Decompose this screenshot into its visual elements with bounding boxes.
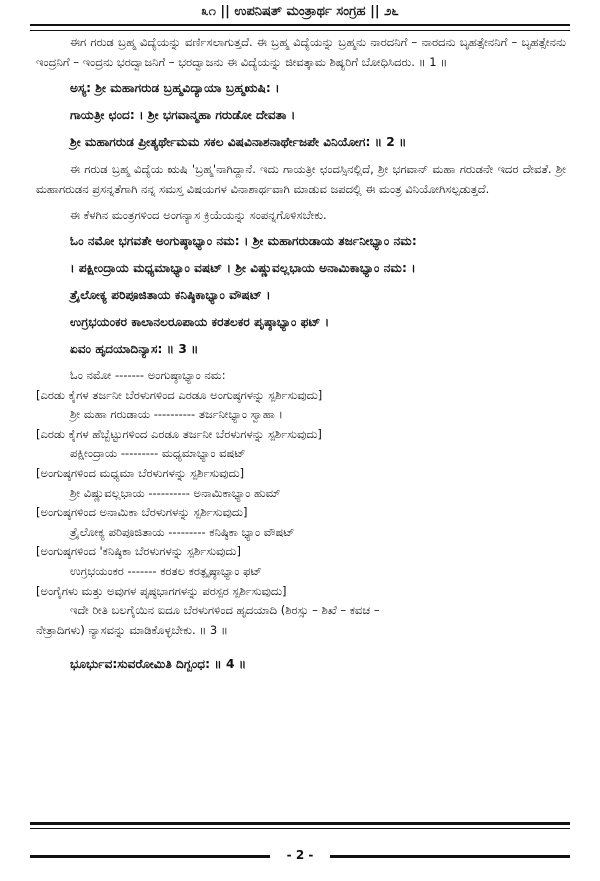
header-left-mark: ೩೧ [201,4,216,19]
footer-rule-thin [30,828,570,829]
nyasa-conclusion: ಇದೇ ರೀತಿ ಬಲಗೈಯಿನ ಐದೂ ಬೆರಳುಗಳಿಂದ ಹೃದಯಾದಿ (ಶಿರಸ್ಸು – ಶಿಖೆ – ಕವಚ – [70,603,380,618]
header-rule [30,24,570,31]
nyasa-mantra-line: ಏವಂ ಹೃದಯಾದಿನ್ಯಾಸ: ॥ 3 ॥ [70,342,199,356]
footer-rule-thick [30,822,570,825]
nyasa-step: ಓಂ ನಮೋ ------- ಅಂಗುಷ್ಠಾಭ್ಯಾಂ ನಮ: [70,368,226,382]
instruction-paragraph: ಈ ಕೆಳಗಿನ ಮಂತ್ರಗಳಿಂದ ಅಂಗನ್ಯಾಸ ಕ್ರಿಯೆಯನ್ನು ಸಂಪನ್ನಗೊಳಿಸಬೇಕು. [70,208,327,222]
mantra-line: ಗಾಯತ್ರೀ ಛಂದ: । ಶ್ರೀ ಭಗವಾನ್ಮಹಾ ಗರುಡೋ ದೇವತಾ । [70,108,296,122]
page-number: - 2 - [286,848,314,862]
nyasa-mantra-line: । ಪಕ್ಷೀಂದ್ರಾಯ ಮಧ್ಯಮಾಭ್ಯಾಂ ವಷಟ್ । ಶ್ರೀ ವಿಷ್ಣುವಲ್ಲಭಾಯ ಅನಾಮಿಕಾಭ್ಯಾಂ ನಮ: । [70,261,416,275]
nyasa-step: ಶ್ರೀ ಮಹಾ ಗರುಡಾಯ ---------- ತರ್ಜನೀಭ್ಯಾಂ ಸ್ವಾಹಾ । [70,407,283,422]
nyasa-mantra-line: ತ್ರೈಲೋಕ್ಯ ಪರಿಪೂಜಿತಾಯ ಕನಿಷ್ಠಿಕಾಭ್ಯಾಂ ವೌಷಟ್ । [70,288,271,302]
nyasa-conclusion: ನೇತ್ರಾದಿಗಳು) ನ್ಯಾಸವನ್ನು ಮಾಡಿಕೊಳ್ಳಬೇಕು. ॥ 3 ॥ [36,622,228,637]
header-title: || ಉಪನಿಷತ್ ಮಂತ್ರಾರ್ಥ ಸಂಗ್ರಹ || [220,4,380,19]
nyasa-step: ಶ್ರೀ ವಿಷ್ಣುವಲ್ಲಭಾಯ ---------- ಅನಾಮಿಕಾಭ್ಯಾಂ ಹುಮ್ [70,485,281,500]
nyasa-step: ಪಕ್ಷೀಂದ್ರಾಯ --------- ಮಧ್ಯಮಾಭ್ಯಾಂ ವಷಟ್ [70,446,246,461]
mantra-line: ಅಸ್ಯ: ಶ್ರೀ ಮಹಾಗರುಡ ಬ್ರಹ್ಮವಿದ್ಯಾಯಾ ಬ್ರಹ್ಮಋಷಿ: । [70,81,280,95]
nyasa-step: ಉಗ್ರಭಯಂಕರ ------- ಕರತಲ ಕರತ್ಪೃಷ್ಠಾಭ್ಯಾಂ ಫಟ್ [70,563,262,578]
nyasa-mantra-line: ಉಗ್ರಭಯಂಕರ ಕಾಲಾನಲರೂಪಾಯ ಕರತಲಕರ ಪೃಷ್ಠಾಭ್ಯಾಂ ಫಟ್ । [70,315,330,329]
digbandha-mantra: ಭೂರ್ಭುವ:ಸುವರೋಮಿತಿ ದಿಗ್ಬಂಧ: ॥ 4 ॥ [70,657,247,672]
nyasa-mantra-line: ಓಂ ನಮೋ ಭಗವತೇ ಅಂಗುಷ್ಠಾಭ್ಯಾಂ ನಮ: । ಶ್ರೀ ಮಹಾಗರುಡಾಯ ತರ್ಜನೀಭ್ಯಾಂ ನಮ: [70,234,417,248]
intro-paragraph: ಈಗ ಗರುಡ ಬ್ರಹ್ಮ ವಿದ್ಯೆಯನ್ನು ವರ್ಣಿಸಲಾಗುತ್ತದೆ. ಈ ಬ್ರಹ್ಮ ವಿದ್ಯೆಯನ್ನು ಬ್ರಹ್ಮನು ನಾರದನಿಗೆ – ನಾರದನು ಬೃಹತ್ಸೇನನಿಗೆ – ಬೃಹತ್ಸೇನನು ಇಂದ್ರನಿಗೆ – ಇಂದ್ರನು ಭರದ್ವಾಜನಿಗೆ – ಭರದ್ವಾಜನು ಈ ವಿದ್ಯೆಯನ್ನು ಜೀವತ್ಕಾಮ ಶಿಷ್ಯರಿಗೆ ಬೋಧಿಸಿದರು. ॥ 1 ॥ [36,35,566,69]
explanation-paragraph: ಈ ಗರುಡ ಬ್ರಹ್ಮ ವಿದ್ಯೆಯ ಋಷಿ 'ಬ್ರಹ್ಮ'ನಾಗಿದ್ದಾನೆ. ಇದು ಗಾಯತ್ರೀ ಛಂದಸ್ಸಿನಲ್ಲಿದೆ, ಶ್ರೀ ಭಗವಾನ್ ಮಹಾ ಗರುಡನೇ ಇದರ ದೇವತೆ. ಶ್ರೀ ಮಹಾಗರುಡನ ಪ್ರಸನ್ನತೆಗಾಗಿ ನನ್ನ ಸಮಸ್ತ ವಿಷಯಗಳ ವಿನಾಶಾರ್ಥವಾಗಿ ಮಾಡುವ ಜಪದಲ್ಲಿ ಈ ಮಂತ್ರ ವಿನಿಯೋಗಿಸಲ್ಪಡುತ್ತದೆ. [36,162,566,196]
nyasa-note: [ಅಂಗುಷ್ಠಗಳಿಂದ 'ಕನಿಷ್ಠಿಕಾ ಬೆರಳುಗಳನ್ನು ಸ್ಪರ್ಶಿಸುವುದು] [36,544,241,559]
nyasa-note: [ಎರಡು ಕೈಗಳ ಹೆಬ್ಬೆಟ್ಟುಗಳಿಂದ ಎರಡೂ ತರ್ಜನೀ ಬೆರಳುಗಳನ್ನು ಸ್ಪರ್ಶಿಸುವುದು] [36,426,322,441]
nyasa-note: [ಅಂಗೈಗಳು ಮತ್ತು ಅವುಗಳ ಪೃಷ್ಠಭಾಗಗಳನ್ನು ಪರಸ್ಪರ ಸ್ಪರ್ಶಿಸುವುದು] [36,583,287,598]
header-right-mark: ೨೬ [384,4,399,19]
nyasa-note: [ಎರಡು ಕೈಗಳ ತರ್ಜನೀ ಬೆರಳುಗಳಿಂದ ಎರಡೂ ಅಂಗುಷ್ಠಗಳನ್ನು ಸ್ಪರ್ಶಿಸುವುದು] [36,387,323,402]
nyasa-note: [ಅಂಗುಷ್ಠಗಳಿಂದ ಮಧ್ಯಮಾ ಬೆರಳುಗಳನ್ನು ಸ್ಪರ್ಶಿಸುವುದು] [36,465,245,480]
page-header [30,0,570,26]
page-body [36,32,566,681]
nyasa-note: [ಅಂಗುಷ್ಠಗಳಿಂದ ಅನಾಮಿಕಾ ಬೆರಳುಗಳನ್ನು ಸ್ಪರ್ಶಿಸುವುದು] [36,505,248,520]
mantra-line: ಶ್ರೀ ಮಹಾಗರುಡ ಪ್ರೀತ್ಯರ್ಥೇಮಮ ಸಕಲ ವಿಷವಿನಾಶನಾರ್ಥೇಜಪೇ ವಿನಿಯೋಗ: ॥ 2 ॥ [70,135,407,149]
nyasa-step: ತ್ರೈಲೋಕ್ಯ ಪರಿಪೂಜಿತಾಯ --------- ಕನಿಷ್ಠಿಕಾ ಭ್ಯಾಂ ವೌಷಟ್ [70,524,295,539]
